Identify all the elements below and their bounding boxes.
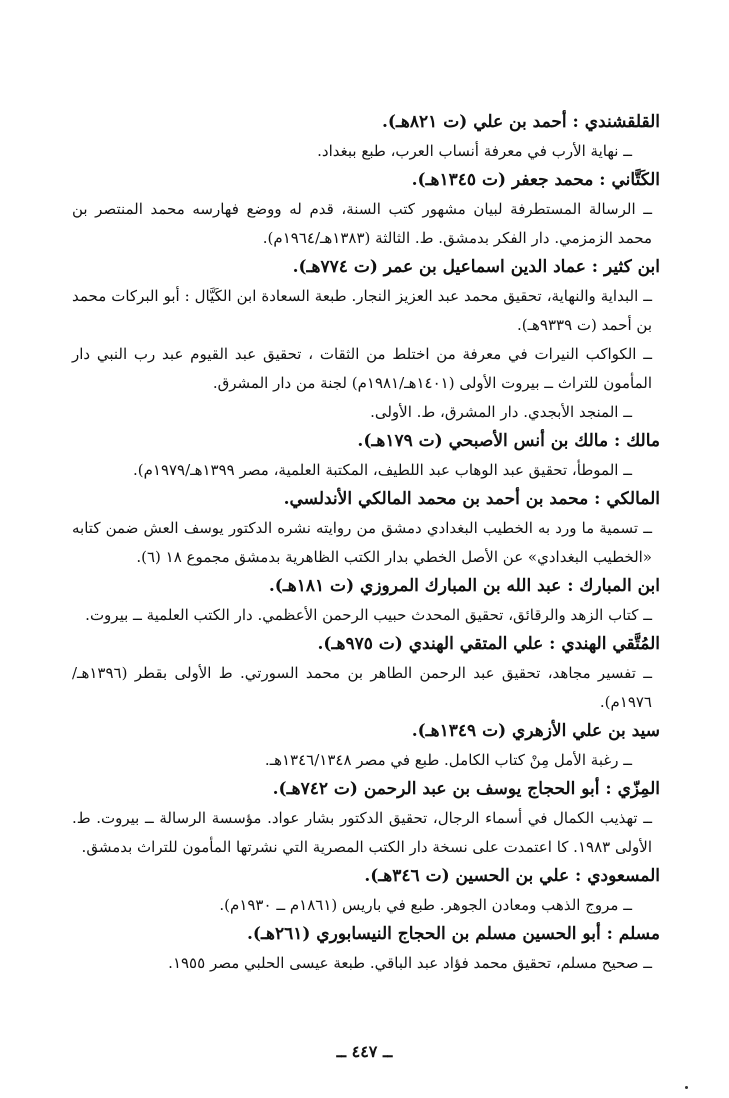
author-heading: مالك : مالك بن أنس الأصبحي (ت ١٧٩هـ). bbox=[357, 431, 660, 451]
work-entry: ــ الموطأ، تحقيق عبد الوهاب عبد اللطيف، المكتبة العلمية، مصر ١٣٩٩هـ/١٩٧٩م). bbox=[132, 461, 632, 479]
bibliography-page bbox=[72, 108, 660, 978]
entry-maliki bbox=[72, 485, 660, 572]
work-entry: ــ نهاية الأرب في معرفة أنساب العرب، طبع ببغداد. bbox=[317, 142, 632, 160]
scan-speck bbox=[685, 1086, 688, 1089]
page-number: ــ ٤٤٧ ــ bbox=[336, 1042, 393, 1061]
entry-ibn-kathir bbox=[72, 253, 660, 427]
entry-kattani bbox=[72, 166, 660, 253]
work-entry: ــ كتاب الزهد والرقائق، تحقيق المحدث حبيب الرحمن الأعظمي. دار الكتب العلمية ــ بيروت. bbox=[85, 606, 652, 624]
entry-mizzi bbox=[72, 775, 660, 862]
entry-ibn-al-mubarak bbox=[72, 572, 660, 630]
work-entry: ــ مروج الذهب ومعادن الجوهر. طبع في باريس (١٨٦١م ــ ١٩٣٠م). bbox=[219, 896, 632, 914]
author-heading: ابن المبارك : عبد الله بن المبارك المروزي (ت ١٨١هـ). bbox=[268, 576, 660, 596]
work-entry: ــ صحيح مسلم، تحقيق محمد فؤاد عبد الباقي. طبعة عيسى الحلبي مصر ١٩٥٥. bbox=[168, 954, 652, 972]
author-heading: مسلم : أبو الحسين مسلم بن الحجاج النيسابوري (٢٦١هـ). bbox=[247, 924, 660, 944]
work-entry: ــ الكواكب النيرات في معرفة من اختلط من الثقات ، تحقيق عبد القيوم عبد رب النبي دار المأمون للتراث ــ بيروت الأولى (١٤٠١هـ/١٩٨١م) لجنة من دار المشرق. bbox=[72, 345, 652, 392]
work-entry: ــ رغبة الأمل مِنْ كتاب الكامل. طبع في مصر ١٣٤٦/١٣٤٨هـ. bbox=[264, 751, 632, 769]
work-entry: ــ الرسالة المستطرفة لبيان مشهور كتب السنة، قدم له ووضع فهارسه محمد المنتصر بن محمد الزمزمي. دار الفكر بدمشق. ط. الثالثة (١٣٨٣هـ/١٩٦٤م). bbox=[72, 200, 652, 247]
author-heading: سيد بن علي الأزهري (ت ١٣٤٩هـ). bbox=[411, 721, 660, 741]
entry-masudi bbox=[72, 862, 660, 920]
work-entry: ــ تسمية ما ورد به الخطيب البغدادي دمشق من روايته نشره الدكتور يوسف العش ضمن كتابه «الخطيب البغدادي» عن الأصل الخطي بدار الكتب الظاهرية بدمشق مجموع ١٨ (٦). bbox=[72, 519, 652, 566]
work-entry: ــ تهذيب الكمال في أسماء الرجال، تحقيق الدكتور بشار عواد. مؤسسة الرسالة ــ بيروت. ط. الأولى ١٩٨٣. كا اعتمدت على نسخة دار الكتب المصرية التي نشرتها المأمون للتراث بدمشق. bbox=[72, 809, 652, 856]
entry-muslim bbox=[72, 920, 660, 978]
work-entry: ــ البداية والنهاية، تحقيق محمد عبد العزيز النجار. طبعة السعادة ابن الكَيَّال : أبو البركات محمد بن أحمد (ت ٩٣٣٩هـ). bbox=[72, 287, 652, 334]
author-heading: ابن كثير : عماد الدين اسماعيل بن عمر (ت ٧٧٤هـ). bbox=[292, 257, 660, 277]
work-entry: ــ المنجد الأبجدي. دار المشرق، ط. الأولى. bbox=[370, 403, 632, 421]
author-heading: الكَتَّاني : محمد جعفر (ت ١٣٤٥هـ). bbox=[411, 170, 660, 190]
author-heading: المُتَّقي الهندي : علي المتقي الهندي (ت ٩٧٥هـ). bbox=[317, 634, 660, 654]
author-heading: القلقشندي : أحمد بن علي (ت ٨٢١هـ). bbox=[381, 112, 660, 132]
entry-qalqashandi bbox=[72, 108, 660, 166]
work-entry: ــ تفسير مجاهد، تحقيق عبد الرحمن الطاهر بن محمد السورتي. ط الأولى بقطر (١٣٩٦هـ/١٩٧٦م). bbox=[72, 664, 652, 711]
author-heading: المالكي : محمد بن أحمد بن محمد المالكي الأندلسي. bbox=[283, 489, 660, 509]
entry-muttaqi-hindi bbox=[72, 630, 660, 717]
author-heading: المسعودي : علي بن الحسين (ت ٣٤٦هـ). bbox=[364, 866, 660, 886]
entry-azhari bbox=[72, 717, 660, 775]
entry-malik bbox=[72, 427, 660, 485]
author-heading: المِزّي : أبو الحجاج يوسف بن عبد الرحمن (ت ٧٤٢هـ). bbox=[272, 779, 660, 799]
